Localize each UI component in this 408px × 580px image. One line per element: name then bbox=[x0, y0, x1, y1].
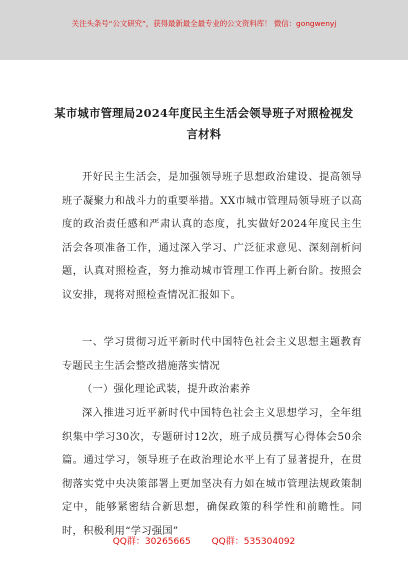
body-subheading-1 bbox=[62, 378, 362, 402]
subsection-heading: （一）强化理论武装，提升政治素养 bbox=[82, 384, 251, 395]
banner-text: 关注头条号“公文研究”，获得最新最全最专业的公文资料库！ 微信：gongwenyj bbox=[71, 19, 337, 28]
document-title-line-1: 某市城市管理局2024年度民主生活会领导班子对照检视发 bbox=[54, 106, 354, 120]
body-paragraph-study bbox=[62, 402, 362, 537]
paragraph: 开好民主生活会，是加强领导班子思想政治建设、提高领导班子凝聚力和战斗力的重要举措。XX市城市管理局领导班子以高度的政治责任感和严肃认真的态度，扎实做好2024年度民主生活会各项准备工作，通过深入学习、广泛征求意见、深刻剖析问题，认真对照检查，努力推动城市管理工作再上新台阶。按照会议安排，现将对照检查情况汇报如下。 bbox=[62, 172, 362, 301]
footer-contacts bbox=[0, 534, 408, 547]
qq-group-2: QQ群：535304092 bbox=[211, 537, 296, 547]
section-heading: 一、学习贯彻习近平新时代中国特色社会主义思想主题教育专题民主生活会整改措施落实情况 bbox=[62, 337, 362, 372]
header-banner bbox=[0, 0, 408, 60]
qq-group-1: QQ群：30265665 bbox=[112, 537, 191, 547]
body-heading-1 bbox=[62, 331, 362, 378]
body-paragraph-intro bbox=[62, 166, 362, 308]
paragraph: 深入推进习近平新时代中国特色社会主义思想学习，全年组织集中学习30次，专题研讨12次，班子成员撰写心得体会50余篇。通过学习，领导班子在政治理论水平上有了显著提升，在贯彻落实党中央决策部署上更加坚决有力如在城市管理法规政策制定中，能够紧密结合新思想，确保政策的科学性和前瞻性。同时，积极利用“学习强国” bbox=[62, 408, 362, 537]
document-title-line-2: 言材料 bbox=[186, 127, 222, 141]
